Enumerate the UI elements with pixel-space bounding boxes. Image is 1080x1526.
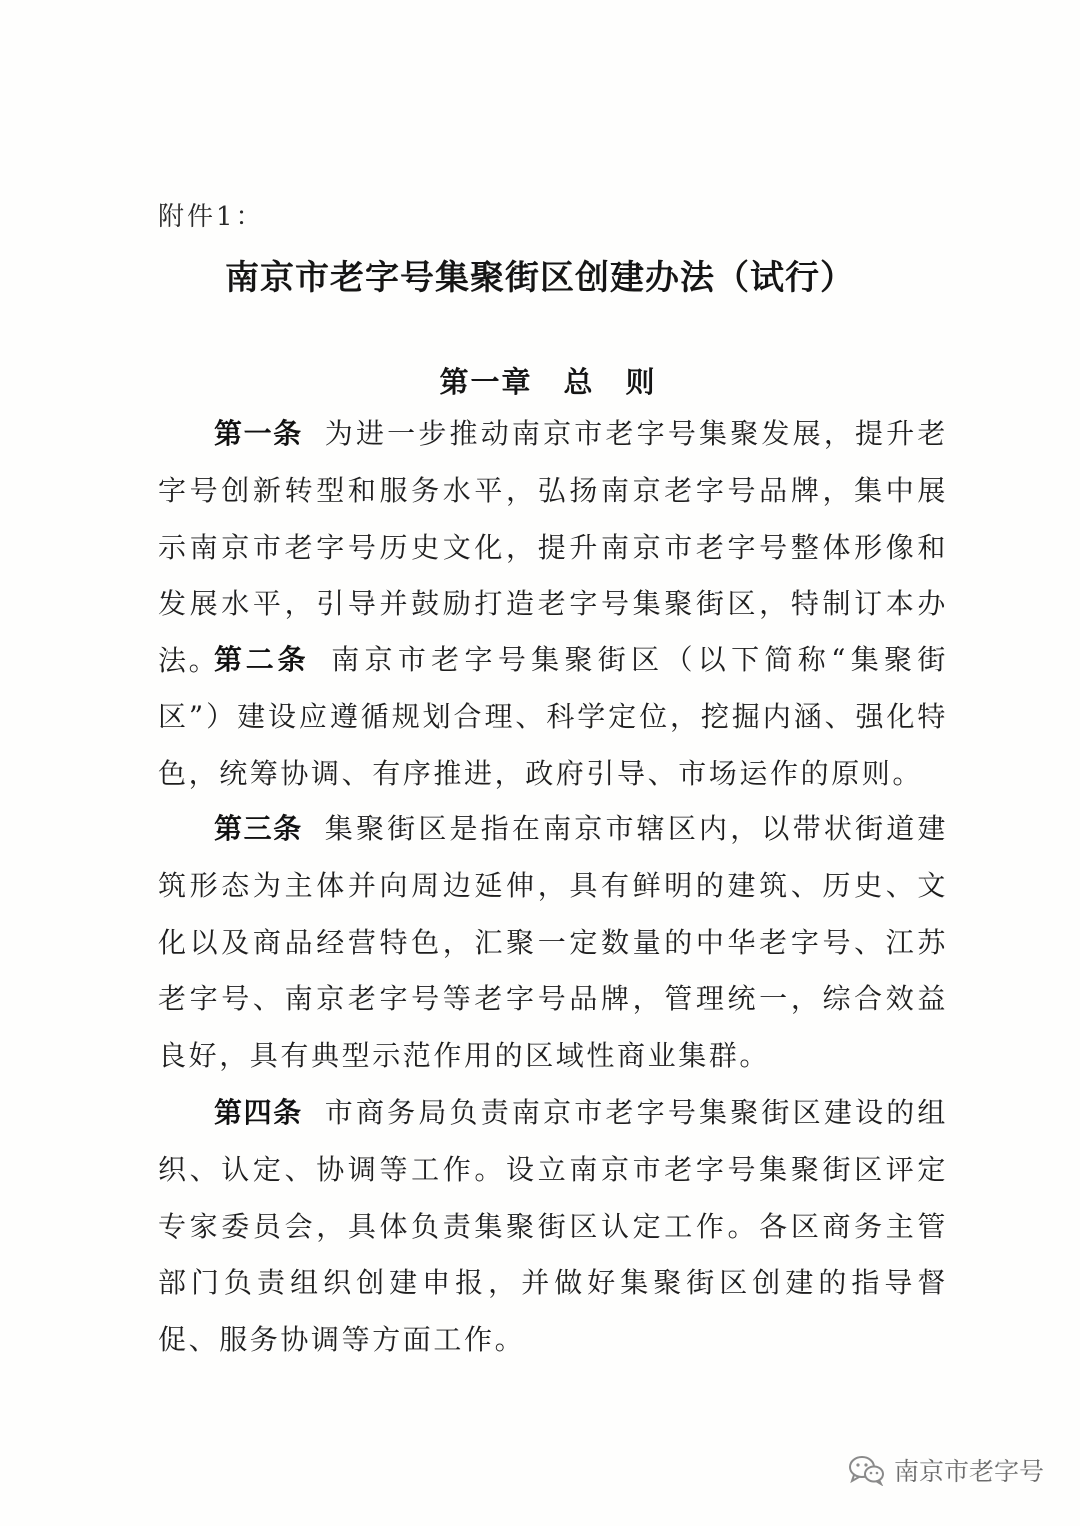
watermark-text: 南京市老字号 [893,1457,1044,1486]
article-label: 第三条 [214,812,303,845]
article-label: 第四条 [214,1096,303,1129]
chapter-heading: 第一章 总 则 [439,365,657,399]
source-watermark [848,1452,1044,1488]
attachment-label: 附件1： [158,202,265,232]
article-label: 第一条 [214,417,303,450]
article-text: 市商务局负责南京市老字号集聚街区建设的组织、认定、协调等工作。设立南京市老字号集聚街区评定专家委员会，具体负责集聚街区认定工作。各区商务主管部门负责组织创建申报，并做好集聚街区创建的指导督促、服务协调等方面工作。 [158,1096,948,1357]
article-text: 为进一步推动南京市老字号集聚发展，提升老字号创新转型和服务水平，弘扬南京老字号品牌，集中展示南京市老字号历史文化，提升南京市老字号整体形像和发展水平，引导并鼓励打造老字号集聚街区，特制订本办法。 [158,417,948,678]
wechat-icon [848,1454,886,1486]
article-3 [158,801,948,1085]
article-text: 集聚街区是指在南京市辖区内，以带状街道建筑形态为主体并向周边延伸，具有鲜明的建筑、历史、文化以及商品经营特色，汇聚一定数量的中华老字号、江苏老字号、南京老字号等老字号品牌，管理统一，综合效益良好，具有典型示范作用的区域性商业集群。 [158,812,948,1073]
article-label: 第二条 [214,643,310,676]
article-text: 南京市老字号集聚街区（以下简称“集聚街区”）建设应遵循规划合理、科学定位，挖掘内涵、强化特色，统筹协调、有序推进，政府引导、市场运作的原则。 [158,643,948,790]
article-2 [158,632,948,802]
article-4 [158,1085,948,1369]
document-title: 南京市老字号集聚街区创建办法（试行） [225,258,855,298]
